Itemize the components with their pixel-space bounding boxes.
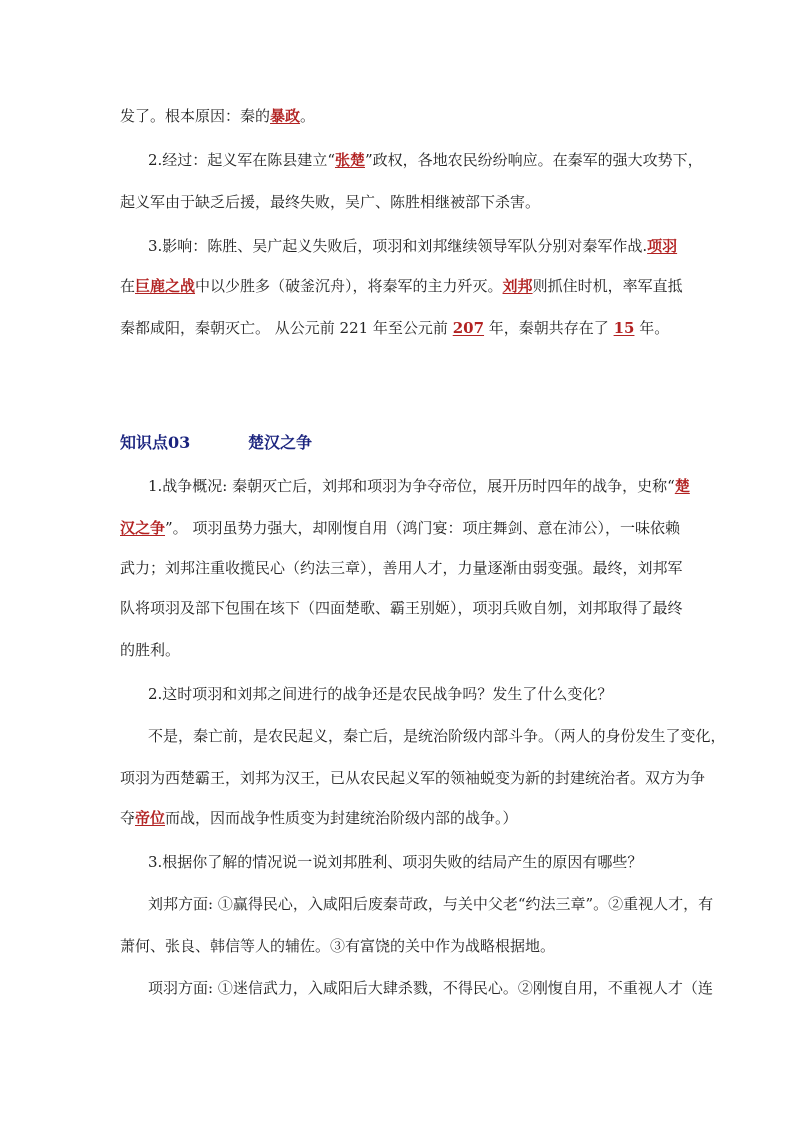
paragraph-impact: 3.影响：陈胜、吴广起义失败后，项羽和刘邦继续领导军队分别对秦军作战.项羽 <box>148 237 678 255</box>
liu-bang-reasons: 刘邦方面: ①赢得民心，入咸阳后废秦苛政，与关中父老“约法三章”。②重视人才，有 <box>148 895 714 913</box>
answer-2: 不是，秦亡前，是农民起义，秦亡后，是统治阶级内部斗争。（两人的身份发生了变化， <box>148 727 726 745</box>
section-label: 知识点03 <box>120 433 191 452</box>
paragraph-course: 2.经过：起义军在陈县建立“张楚”政权，各地农民纷纷响应。在秦军的强大攻势下， <box>148 151 703 169</box>
answer-blank: 汉之争 <box>120 519 166 537</box>
paragraph-impact-cont2: 秦都咸阳，秦朝灭亡。 从公元前 221 年至公元前 207 年，秦朝共存在了 15 年。 <box>120 319 670 337</box>
answer-blank: 刘邦 <box>502 277 533 295</box>
answer-blank: 项羽 <box>647 237 678 255</box>
paragraph-war-overview-cont1: 汉之争”。 项羽虽势力强大，却刚愎自用（鸿门宴：项庄舞剑、意在沛公），一味依赖 <box>120 519 680 537</box>
answer-blank: 巨鹿之战 <box>135 277 196 295</box>
question-3: 3.根据你了解的情况说一说刘邦胜利、项羽失败的结局产生的原因有哪些？ <box>148 853 643 871</box>
answer-blank: 楚 <box>674 477 690 495</box>
answer-blank: 207 <box>452 319 485 337</box>
liu-bang-reasons-cont: 萧何、张良、韩信等人的辅佐。③有富饶的关中作为战略根据地。 <box>120 937 556 955</box>
paragraph-war-overview-cont4: 的胜利。 <box>120 641 181 659</box>
paragraph-root-cause: 发了。根本原因：秦的暴政。 <box>120 107 316 125</box>
answer-2-cont2: 夺帝位而战，因而战争性质变为封建统治阶级内部的战争。） <box>120 809 518 827</box>
section-title: 楚汉之争 <box>248 433 313 452</box>
paragraph-war-overview-cont2: 武力；刘邦注重收揽民心（约法三章），善用人才，力量逐渐由弱变强。最终，刘邦军 <box>120 559 683 577</box>
paragraph-impact-cont1: 在巨鹿之战中以少胜多（破釜沉舟），将秦军的主力歼灭。刘邦则抓住时机，率军直抵 <box>120 277 683 295</box>
answer-blank: 暴政 <box>270 107 301 125</box>
answer-blank: 张楚 <box>334 151 365 169</box>
answer-2-cont1: 项羽为西楚霸王，刘邦为汉王，已从农民起义军的领袖蜕变为新的封建统治者。双方为争 <box>120 769 706 787</box>
xiang-yu-reasons: 项羽方面: ①迷信武力，入咸阳后大肆杀戮，不得民心。②刚愎自用，不重视人才（连 <box>148 979 713 997</box>
paragraph-course-cont: 起义军由于缺乏后援，最终失败，吴广、陈胜相继被部下杀害。 <box>120 193 541 211</box>
answer-blank: 帝位 <box>135 809 166 827</box>
question-2: 2.这时项羽和刘邦之间进行的战争还是农民战争吗？发生了什么变化？ <box>148 685 613 703</box>
answer-blank: 15 <box>613 319 635 337</box>
paragraph-war-overview-cont3: 队将项羽及部下包围在垓下（四面楚歌、霸王别姬），项羽兵败自刎，刘邦取得了最终 <box>120 599 683 617</box>
paragraph-war-overview: 1.战争概况: 秦朝灭亡后，刘邦和项羽为争夺帝位，展开历时四年的战争，史称“楚 <box>148 477 690 495</box>
